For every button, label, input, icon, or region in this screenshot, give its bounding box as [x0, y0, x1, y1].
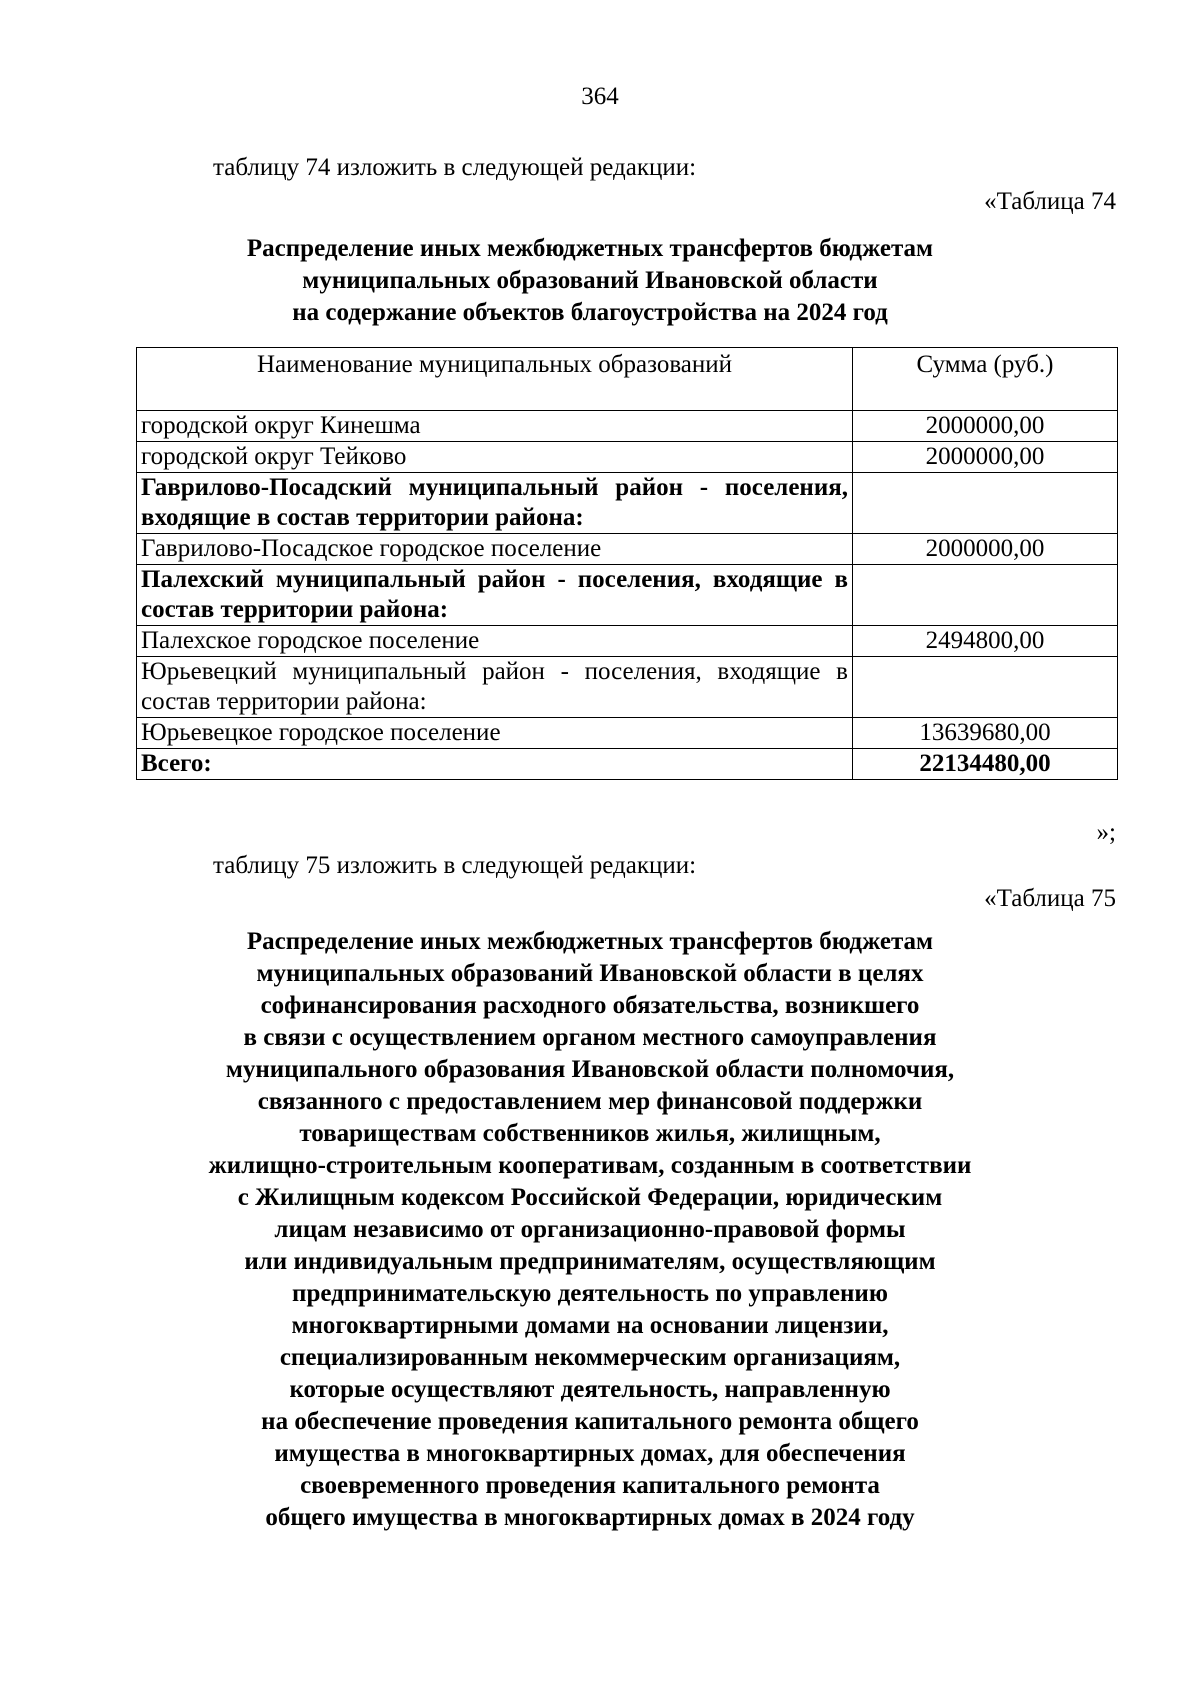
- table-row-group: [137, 473, 1118, 534]
- district-group-name: Палехский муниципальный район - поселения, входящие в состав территории района:: [137, 565, 853, 626]
- table-74-title-line: Распределение иных межбюджетных трансфертов бюджетам: [246, 235, 934, 262]
- table-75-title-line: софинансирования расходного обязательства, возникшего: [260, 992, 920, 1019]
- municipality-name: городской округ Кинешма: [137, 411, 853, 442]
- table-74-title: [140, 233, 1040, 329]
- table-row-group: [137, 565, 1118, 626]
- table-row: [137, 626, 1118, 657]
- table-row-group: [137, 657, 1118, 718]
- amount: 2000000,00: [853, 442, 1118, 473]
- district-group-name: Гаврилово-Посадский муниципальный район - поселения, входящие в состав территории района:: [137, 473, 853, 534]
- table-74-title-line: муниципальных образований Ивановской области: [302, 267, 878, 294]
- district-group-name: Юрьевецкий муниципальный район - поселения, входящие в состав территории района:: [137, 657, 853, 718]
- table-75-title-line: жилищно-строительным кооперативам, созданным в соответствии: [208, 1152, 972, 1179]
- amount: 2494800,00: [853, 626, 1118, 657]
- table-75-title-line: которые осуществляют деятельность, направленную: [289, 1376, 891, 1403]
- closing-quote: »;: [1096, 819, 1116, 846]
- table-75-title-line: многоквартирными домами на основании лицензии,: [291, 1312, 889, 1339]
- instruction-table-75: таблицу 75 изложить в следующей редакции:: [213, 852, 697, 879]
- table-75-title-line: своевременного проведения капитального ремонта: [300, 1472, 880, 1499]
- municipality-name: Юрьевецкое городское поселение: [137, 718, 853, 749]
- amount: 2000000,00: [853, 534, 1118, 565]
- table-75-title-line: муниципальных образований Ивановской области в целях: [256, 960, 924, 987]
- table-75-title-line: Распределение иных межбюджетных трансфертов бюджетам: [246, 928, 934, 955]
- table-75-label: «Таблица 75: [984, 885, 1116, 912]
- table-75-title-line: специализированным некоммерческим организациям,: [279, 1344, 901, 1371]
- table-75-title-line: в связи с осуществлением органом местного самоуправления: [243, 1024, 937, 1051]
- table-75-title-line: товариществам собственников жилья, жилищным,: [299, 1120, 881, 1147]
- table-total-row: [137, 749, 1118, 780]
- table-row: [137, 718, 1118, 749]
- total-amount: 22134480,00: [853, 749, 1118, 780]
- table-75-title-line: с Жилищным кодексом Российской Федерации, юридическим: [237, 1184, 943, 1211]
- instruction-table-74: таблицу 74 изложить в следующей редакции:: [213, 154, 697, 181]
- header-name: Наименование муниципальных образований: [137, 348, 853, 411]
- page-number: 364: [581, 83, 619, 110]
- table-header-row: [137, 348, 1118, 411]
- table-75-title-line: на обеспечение проведения капитального ремонта общего: [261, 1408, 919, 1435]
- amount: 2000000,00: [853, 411, 1118, 442]
- amount: [853, 565, 1118, 626]
- table-75-title-line: связанного с предоставлением мер финансовой поддержки: [257, 1088, 923, 1115]
- table-74: [136, 347, 1118, 780]
- table-75-title-line: общего имущества в многоквартирных домах в 2024 году: [265, 1504, 915, 1531]
- municipality-name: Гаврилово-Посадское городское поселение: [137, 534, 853, 565]
- amount: 13639680,00: [853, 718, 1118, 749]
- table-74-label: «Таблица 74: [984, 188, 1116, 215]
- table-row: [137, 442, 1118, 473]
- table-75-title-line: или индивидуальным предпринимателям, осуществляющим: [244, 1248, 936, 1275]
- municipality-name: Палехское городское поселение: [137, 626, 853, 657]
- table-row: [137, 411, 1118, 442]
- table-75-title-line: имущества в многоквартирных домах, для обеспечения: [274, 1440, 906, 1467]
- table-75-title: [140, 926, 1040, 1534]
- amount: [853, 473, 1118, 534]
- table-75-title-line: муниципального образования Ивановской области полномочия,: [225, 1056, 955, 1083]
- table-75-title-line: предпринимательскую деятельность по управлению: [292, 1280, 888, 1307]
- total-label: Всего:: [137, 749, 853, 780]
- municipality-name: городской округ Тейково: [137, 442, 853, 473]
- table-74-title-line: на содержание объектов благоустройства на 2024 год: [292, 299, 888, 326]
- table-75-title-line: лицам независимо от организационно-правовой формы: [274, 1216, 906, 1243]
- table-row: [137, 534, 1118, 565]
- header-sum: Сумма (руб.): [853, 348, 1118, 411]
- amount: [853, 657, 1118, 718]
